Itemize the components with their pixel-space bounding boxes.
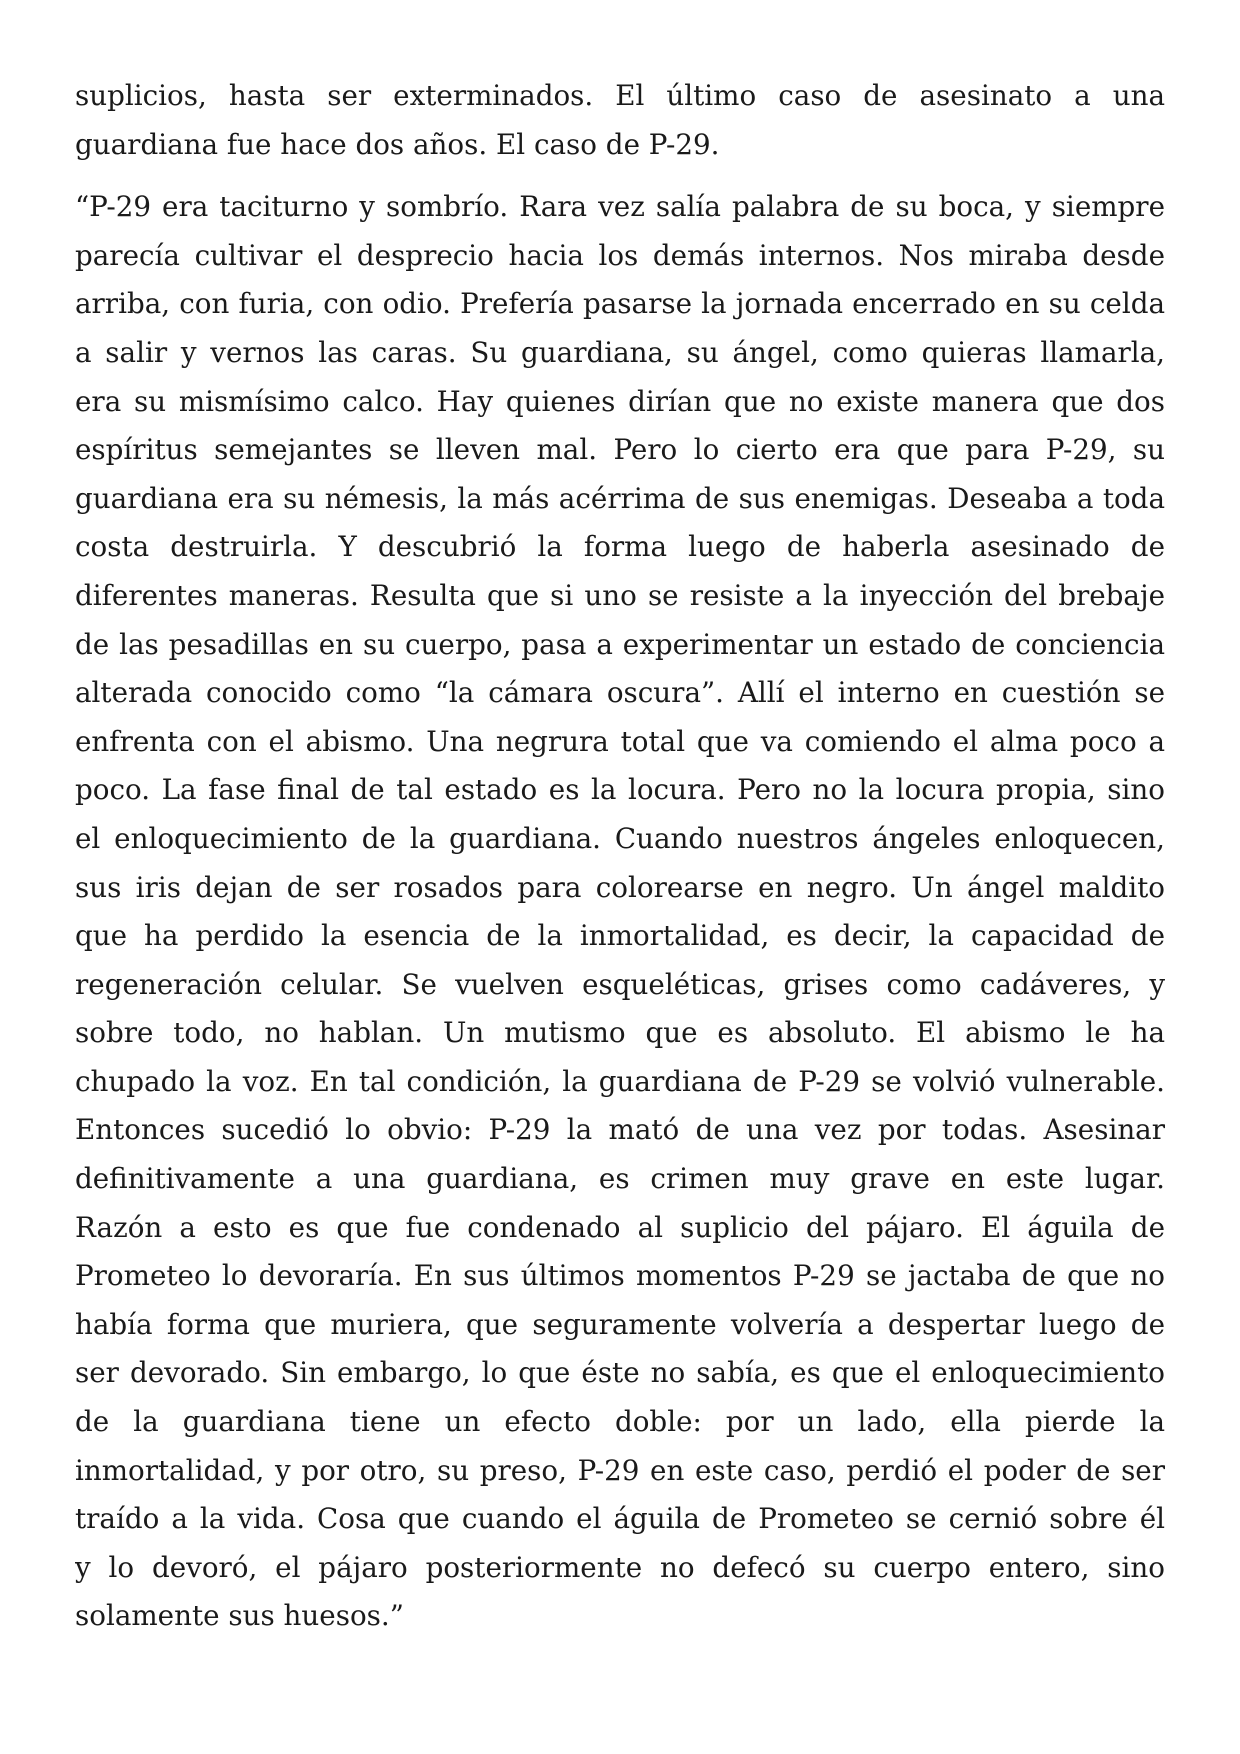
text-line: traído a la vida. Cosa que cuando el águila de Prometeo se cernió sobre él: [75, 1502, 1165, 1536]
text-line: poco. La fase final de tal estado es la locura. Pero no la locura propia, sino: [75, 773, 1165, 807]
text-line: y lo devoró, el pájaro posteriormente no defecó su cuerpo entero, sino: [75, 1550, 1165, 1584]
text-line: alterada conocido como “la cámara oscura”. Allí el interno en cuestión se: [75, 676, 1165, 710]
text-line: diferentes maneras. Resulta que si uno se resiste a la inyección del brebaje: [75, 578, 1165, 612]
text-line: Prometeo lo devoraría. En sus últimos momentos P-29 se jactaba de que no: [75, 1259, 1165, 1293]
text-line: de las pesadillas en su cuerpo, pasa a experimentar un estado de conciencia: [75, 627, 1165, 661]
text-line: parecía cultivar el desprecio hacia los demás internos. Nos miraba desde: [75, 238, 1165, 272]
text-line: guardiana fue hace dos años. El caso de P-29.: [75, 127, 720, 161]
text-line: definitivamente a una guardiana, es crimen muy grave en este lugar.: [75, 1162, 1165, 1196]
text-line: sobre todo, no hablan. Un mutismo que es absoluto. El abismo le ha: [75, 1016, 1165, 1050]
paragraph-intro: [75, 72, 1165, 169]
text-line: regeneración celular. Se vuelven esqueléticas, grises como cadáveres, y: [75, 967, 1165, 1001]
document-page: [75, 72, 1165, 1692]
text-line: espíritus semejantes se lleven mal. Pero lo cierto era que para P-29, su: [75, 433, 1165, 467]
paragraph-gap: [75, 169, 1165, 183]
text-line: de la guardiana tiene un efecto doble: por un lado, ella pierde la: [75, 1405, 1165, 1439]
text-line: Entonces sucedió lo obvio: P-29 la mató de una vez por todas. Asesinar: [75, 1113, 1165, 1147]
text-line: inmortalidad, y por otro, su preso, P-29 en este caso, perdió el poder de ser: [75, 1453, 1165, 1487]
text-line: costa destruirla. Y descubrió la forma luego de haberla asesinado de: [75, 530, 1165, 564]
text-line: el enloquecimiento de la guardiana. Cuando nuestros ángeles enloquecen,: [75, 821, 1165, 855]
text-line: ser devorado. Sin embargo, lo que éste no sabía, es que el enloquecimiento: [75, 1356, 1165, 1390]
text-line: “P-29 era taciturno y sombrío. Rara vez salía palabra de su boca, y siempre: [75, 190, 1165, 224]
paragraph-p29-story: [75, 183, 1165, 1641]
text-line: chupado la voz. En tal condición, la guardiana de P-29 se volvió vulnerable.: [75, 1064, 1165, 1098]
text-line: enfrenta con el abismo. Una negrura total que va comiendo el alma poco a: [75, 724, 1165, 758]
text-line: sus iris dejan de ser rosados para colorearse en negro. Un ángel maldito: [75, 870, 1165, 904]
text-line: Razón a esto es que fue condenado al suplicio del pájaro. El águila de: [75, 1210, 1165, 1244]
text-line: arriba, con furia, con odio. Prefería pasarse la jornada encerrado en su celda: [75, 287, 1165, 321]
text-line: había forma que muriera, que seguramente volvería a despertar luego de: [75, 1307, 1165, 1341]
text-line: guardiana era su némesis, la más acérrima de sus enemigas. Deseaba a toda: [75, 481, 1165, 515]
text-line: que ha perdido la esencia de la inmortalidad, es decir, la capacidad de: [75, 919, 1165, 953]
text-line: era su mismísimo calco. Hay quienes dirían que no existe manera que dos: [75, 384, 1165, 418]
text-line: suplicios, hasta ser exterminados. El último caso de asesinato a una: [75, 79, 1165, 112]
text-line: a salir y vernos las caras. Su guardiana, su ángel, como quieras llamarla,: [75, 335, 1165, 369]
text-line: solamente sus huesos.”: [75, 1599, 404, 1633]
